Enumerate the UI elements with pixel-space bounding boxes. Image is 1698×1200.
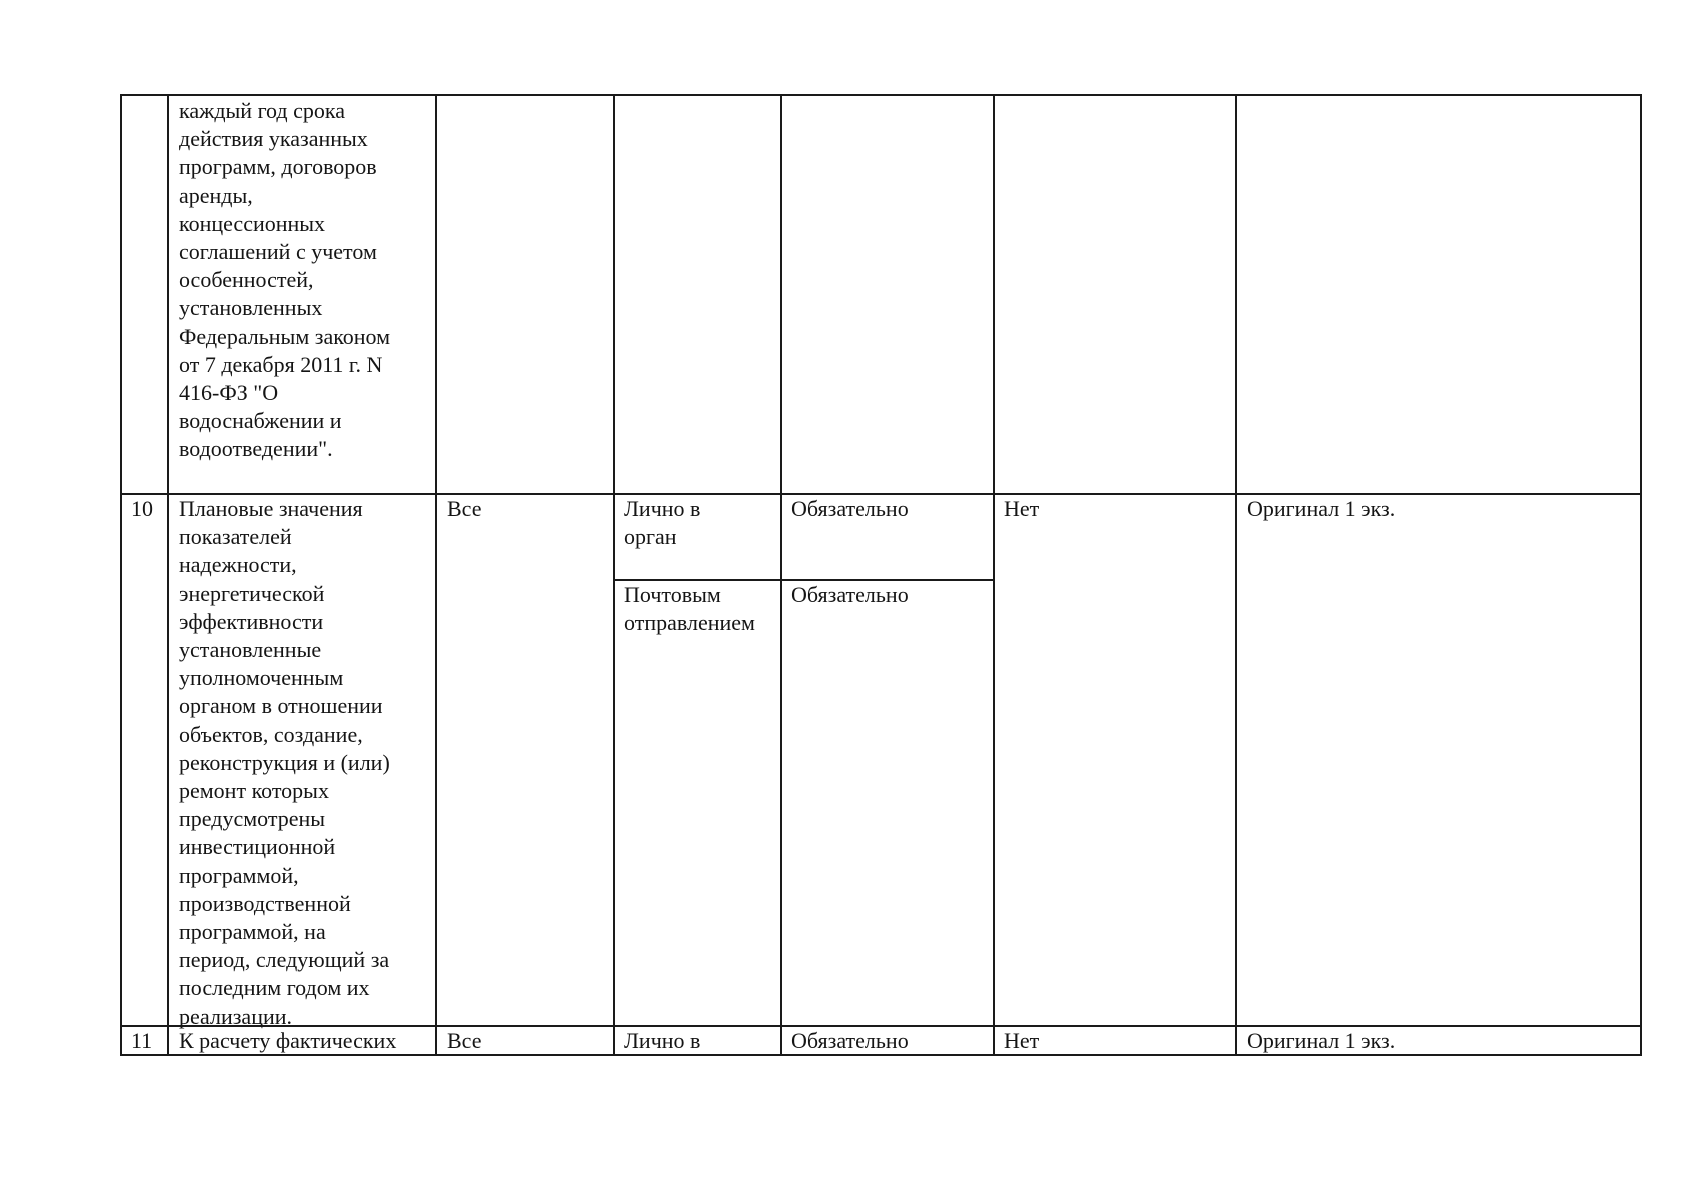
row-10-obligation-in-person: Обязательно [791,496,909,521]
col-divider-5 [993,94,995,1055]
continuation-description: каждый год срока действия указанных программ, договоров аренды, концессионных соглашений с учетом особенностей, установленных Федеральным законом от 7 декабря 2011 г. N 416-ФЗ "О водоснабжении и водоотведении". [179,98,391,462]
row-11-number: 11 [131,1028,153,1053]
col-divider-2 [435,94,437,1055]
row-11-notary: Нет [1004,1028,1040,1053]
row-10-obligation-mail: Обязательно [791,582,909,607]
row-11-category: Все [447,1028,482,1053]
row-11-description: К расчету фактических [179,1028,397,1053]
row-10-method-mail: Почтовым отправлением [624,582,755,636]
row-10-method-in-person: Лично в орган [624,496,701,550]
row-11-obligation: Обязательно [791,1028,909,1053]
col-divider-4 [780,94,782,1055]
row-10-form: Оригинал 1 экз. [1247,496,1396,521]
row-10-description: Плановые значения показателей надежности, энергетической эффективности установленные уполномоченным органом в отношении объектов, создание, реконструкция и (или) ремонт которых предусмотрены инвестиционной программой, производственной программой, на период, следующий за последним годом их реализации. [179,496,390,1029]
row-11-form: Оригинал 1 экз. [1247,1028,1396,1053]
row-10-notary: Нет [1004,496,1040,521]
row-10-category: Все [447,496,482,521]
col-divider-3 [613,94,615,1055]
table-top-border [120,94,1642,96]
col-divider-6 [1235,94,1237,1055]
table-left-border [120,94,122,1055]
row-11-method: Лично в [624,1028,701,1053]
col-divider-1 [167,94,169,1055]
table-right-border [1640,94,1642,1055]
row-10-number: 10 [131,496,153,521]
